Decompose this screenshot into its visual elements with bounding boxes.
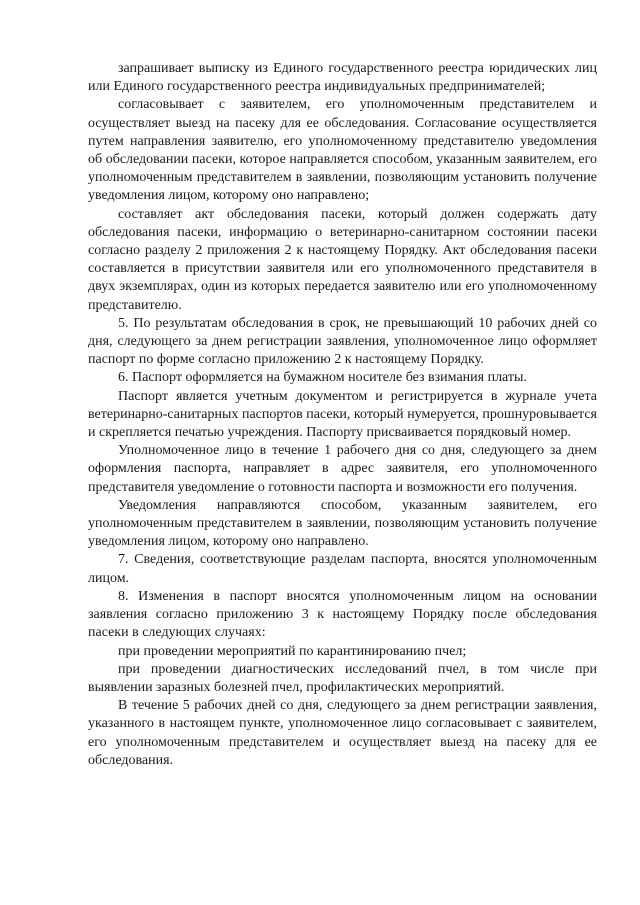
- paragraph-item-6: 6. Паспорт оформляется на бумажном носителе без взимания платы.: [118, 370, 527, 386]
- paragraph-notice-delivery: Уведомления направляются способом, указанным заявителем, его уполномоченным представителем в заявлении, позволяющим установить получение уведомления лицом, которому оно направлено.: [88, 497, 597, 550]
- paragraph-diagnostics-case: при проведении диагностических исследований пчел, в том числе при выявлении заразных болезней пчел, профилактических мероприятий.: [88, 661, 597, 695]
- paragraph-item-7: 7. Сведения, соответствующие разделам паспорта, вносятся уполномоченным лицом.: [88, 552, 597, 586]
- paragraph-item-5: 5. По результатам обследования в срок, не превышающий 10 рабочих дней со дня, следующего за днем регистрации заявления, уполномоченное лицо оформляет паспорт по форме согласно приложению 2 к настоящему Порядку.: [88, 315, 597, 368]
- paragraph-passport-registration: Паспорт является учетным документом и регистрируется в журнале учета ветеринарно-санитарных паспортов пасеки, который нумеруется, прошнуровывается и скрепляется печатью учреждения. Паспорту присваивается порядковый номер.: [88, 388, 597, 441]
- paragraph-item-8: 8. Изменения в паспорт вносятся уполномоченным лицом на основании заявления согласно приложению 3 к настоящему Порядку после обследования пасеки в следующих случаях:: [88, 588, 597, 641]
- paragraph-quarantine-case: при проведении мероприятий по карантинированию пчел;: [118, 643, 467, 659]
- paragraph-readiness-notice: Уполномоченное лицо в течение 1 рабочего дня со дня, следующего за днем оформления паспорта, направляет в адрес заявителя, его уполномоченного представителя уведомление о готовности паспорта и возможности его получения.: [88, 443, 597, 495]
- paragraph-inspection-act: составляет акт обследования пасеки, который должен содержать дату обследования пасеки, информацию о ветеринарно-санитарном состоянии пасеки согласно разделу 2 приложения 2 к настоящему Порядку. Акт обследования пасеки составляется в присутствии заявителя или его уполномоченного представителя в двух экземплярах, один из которых передается заявителю или его уполномоченному представителю.: [88, 206, 597, 313]
- paragraph-five-days: В течение 5 рабочих дней со дня, следующего за днем регистрации заявления, указанного в настоящем пункте, уполномоченное лицо согласовывает с заявителем, его уполномоченным представителем и осуществляет выезд на пасеку для ее обследования.: [88, 698, 597, 768]
- document-page: [88, 60, 597, 770]
- paragraph-request-extract: запрашивает выписку из Единого государственного реестра юридических лиц или Единого государственного реестра индивидуальных предпринимателей;: [88, 61, 597, 95]
- paragraph-coordinate-visit: согласовывает с заявителем, его уполномоченным представителем и осуществляет выезд на пасеку для ее обследования. Согласование осуществляется путем направления заявителю, его уполномоченному представителю уведомления об обследовании пасеки, которое направляется способом, указанным заявителем, его уполномоченным представителем в заявлении, позволяющим установить получение уведомления лицом, которому оно направлено;: [88, 97, 597, 204]
